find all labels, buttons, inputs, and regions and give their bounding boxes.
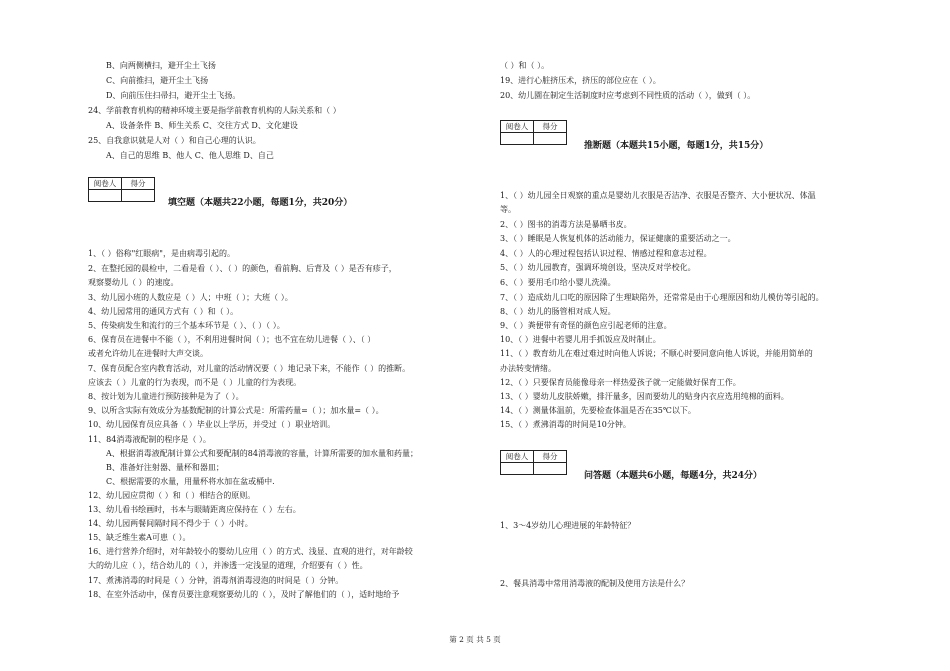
judge-line: 1、（ ）幼儿园全日观察的重点是婴幼儿衣服是否洁净、衣服是否整齐、大小便状况、体温: [500, 191, 816, 200]
judge-line: 14、（ ）测量体温前，先要检查体温是否在35℃以下。: [500, 406, 696, 415]
q23-option-b: B、向两侧横扫，避开尘土飞扬: [106, 61, 216, 70]
q23-option-c: C、向前推扫，避开尘土飞扬: [106, 76, 209, 85]
fill-line: 大的幼儿应（ ），结合幼儿的（ ），并渗透一定浅显的道理，介绍要有（ ）性。: [88, 561, 368, 570]
section-title-qa: 问答题（本题共6小题，每题4分，共24分）: [584, 471, 763, 481]
fill-line: 9、以所含实际有效成分为基数配制的计算公式是：所需药量=（ ）；加水量=（ ）。: [88, 406, 384, 415]
score-cell: [534, 133, 567, 145]
reviewer-cell: [501, 463, 534, 475]
fill-line: 11、84消毒液配制的程序是（ ）。: [88, 435, 211, 444]
judge-line: 13、（ ）婴幼儿皮肤娇嫩，排汗量多，因而要幼儿的贴身内衣应选用纯棉的面料。: [500, 392, 789, 401]
fill-line: C、根据需要的水量，用量杯将水加在盆或桶中.: [106, 477, 275, 486]
judge-line: 办法转变情绪。: [500, 364, 556, 373]
judge-line: 10、（ ）进餐中若婴儿用手抓饭应及时制止。: [500, 335, 661, 344]
qa-question-1: 1、3～4岁幼儿心理进展的年龄特征？: [500, 521, 636, 530]
page-number: 第 2 页 共 5 页: [449, 635, 501, 644]
q25-options: A、自己的思维 B、他人 C、他人思维 D、自己: [106, 151, 274, 160]
judge-line: 4、（ ）人的心理过程包括认识过程、情感过程和意志过程。: [500, 249, 712, 258]
reviewer-label: 阅卷人: [89, 178, 122, 190]
fill-line: 5、传染病发生和流行的三个基本环节是（ ）、（ ）（ ）。: [88, 321, 285, 330]
q25-stem: 25、自我意识就是人对（ ）和自己心理的认识。: [88, 136, 261, 145]
fill-line: 7、保育员配合室内教育活动，对儿童的活动情况要（ ）地记录下来，不能作（ ）的推断。: [88, 364, 411, 373]
fill-line: 4、幼儿园常用的通风方式有（ ）和（ ）。: [88, 307, 239, 316]
section-title-fill: 填空题（本题共22小题，每题1分，共20分）: [168, 198, 353, 208]
fill-line: 12、幼儿园应贯彻（ ）和（ ）相结合的原则。: [88, 491, 256, 500]
judge-line: 15、（ ）煮沸消毒的时间是10分钟。: [500, 420, 631, 429]
fill-line: 或者允许幼儿在进餐时大声交谈。: [88, 349, 208, 358]
reviewer-label: 阅卷人: [501, 121, 534, 133]
fill-line: 14、幼儿园两餐间隔时间不得少于（ ）小时。: [88, 519, 253, 528]
fill-line: B、准备好注射器、量杯和器皿；: [106, 463, 224, 472]
fill-line: 6、保育员在进餐中不能（ ），不利用进餐时间（ ）；也不宜在幼儿进餐（ ）、（ ）: [88, 335, 376, 344]
fill-line: 1、（ ）俗称"红眼病"，是由病毒引起的。: [88, 249, 235, 258]
score-label: 得分: [534, 451, 567, 463]
judge-line: 12、（ ）只要保育员能像母亲一样热爱孩子就一定能做好保育工作。: [500, 378, 741, 387]
fill-line: 2、在整托园的晨检中，二看是看（ ）、（ ）的颜色，看前胸、后背及（ ）是否有疹子，: [88, 264, 397, 273]
section-title-judge: 推断题（本题共15小题，每题1分，共15分）: [584, 141, 769, 151]
q24-stem: 24、学前教育机构的精神环境主要是指学前教育机构的人际关系和（ ）: [88, 106, 341, 115]
fill-line: 8、按计划为儿童进行预防接种是为了（ ）。: [88, 392, 244, 401]
q18-continued: （ ）和（ ）。: [500, 61, 550, 70]
judge-line: 6、（ ）要用毛巾给小婴儿洗澡。: [500, 278, 616, 287]
judge-line: 7、（ ）造成幼儿口吃的原因除了生理缺陷外，还常常是由于心理原因和幼儿模仿等引起的。: [500, 293, 824, 302]
fill-line: A、根据消毒液配制计算公式和要配制的84消毒液的容量，计算所需要的加水量和药量；: [106, 449, 418, 458]
fill-line: 13、幼儿看书绘画时，书本与眼睛距离应保持在（ ）左右。: [88, 505, 301, 514]
q19: 19、进行心脏挤压术，挤压的部位应在（ ）。: [500, 76, 661, 85]
fill-line: 应该去（ ）儿童的行为表现，而不是（ ）儿童的行为表现。: [88, 378, 302, 387]
q20: 20、幼儿園在制定生活制度时应考虑到不同性质的活动（ ），做到（ ）。: [500, 91, 756, 100]
fill-line: 18、在室外活动中，保育员要注意观察要幼儿的（ ），及时了解他们的（ ），适时地给予: [88, 590, 400, 599]
qa-question-2: 2、餐具消毒中常用消毒液的配制及使用方法是什么？: [500, 579, 690, 588]
fill-line: 16、进行营养介绍时，对年龄较小的婴幼儿应用（ ）的方式、浅显、直观的进行，对年龄较: [88, 547, 413, 556]
judge-line: 等。: [500, 205, 516, 214]
fill-line: 观察婴幼儿（ ）的速度。: [88, 278, 179, 287]
reviewer-cell: [501, 133, 534, 145]
score-label: 得分: [122, 178, 155, 190]
score-cell: [534, 463, 567, 475]
judge-line: 9、（ ）粪便带有奇怪的颜色应引起老师的注意。: [500, 321, 672, 330]
reviewer-label: 阅卷人: [501, 451, 534, 463]
score-box-fill: [88, 177, 155, 202]
fill-line: 3、幼儿园小班的人数应是（ ）人；中班（ ）；大班（ ）。: [88, 293, 293, 302]
score-box-qa: [500, 450, 567, 475]
judge-line: 5、（ ）幼儿园教育，强调环境创设，坚决反对学校化。: [500, 263, 696, 272]
score-cell: [122, 190, 155, 202]
fill-line: 10、幼儿园保育员应具备（ ）毕业以上学历，并受过（ ）职业培训。: [88, 420, 336, 429]
score-box-judge: [500, 120, 567, 145]
q24-options: A、设备条件 B、师生关系 C、交往方式 D、文化建设: [106, 121, 298, 130]
judge-line: 3、（ ）睡眠是人恢复机体的活动能力，保证健康的重要活动之一。: [500, 234, 736, 243]
fill-line: 15、缺乏维生素A可患（ ）。: [88, 533, 191, 542]
judge-line: 2、（ ）图书的消毒方法是暴晒书皮。: [500, 220, 632, 229]
q23-option-d: D、向前压住扫帚扫，避开尘土飞扬。: [106, 91, 241, 100]
judge-line: 11、（ ）教育幼儿在难过难过时向他人诉说；不顺心时要同意向他人诉说，并能用简单的: [500, 349, 813, 358]
fill-line: 17、煮沸消毒的时间是（ ）分钟，消毒剂消毒浸泡的时间是（ ）分钟。: [88, 576, 344, 585]
score-label: 得分: [534, 121, 567, 133]
judge-line: 8、（ ）幼儿的肠管相对成人短。: [500, 307, 616, 316]
reviewer-cell: [89, 190, 122, 202]
